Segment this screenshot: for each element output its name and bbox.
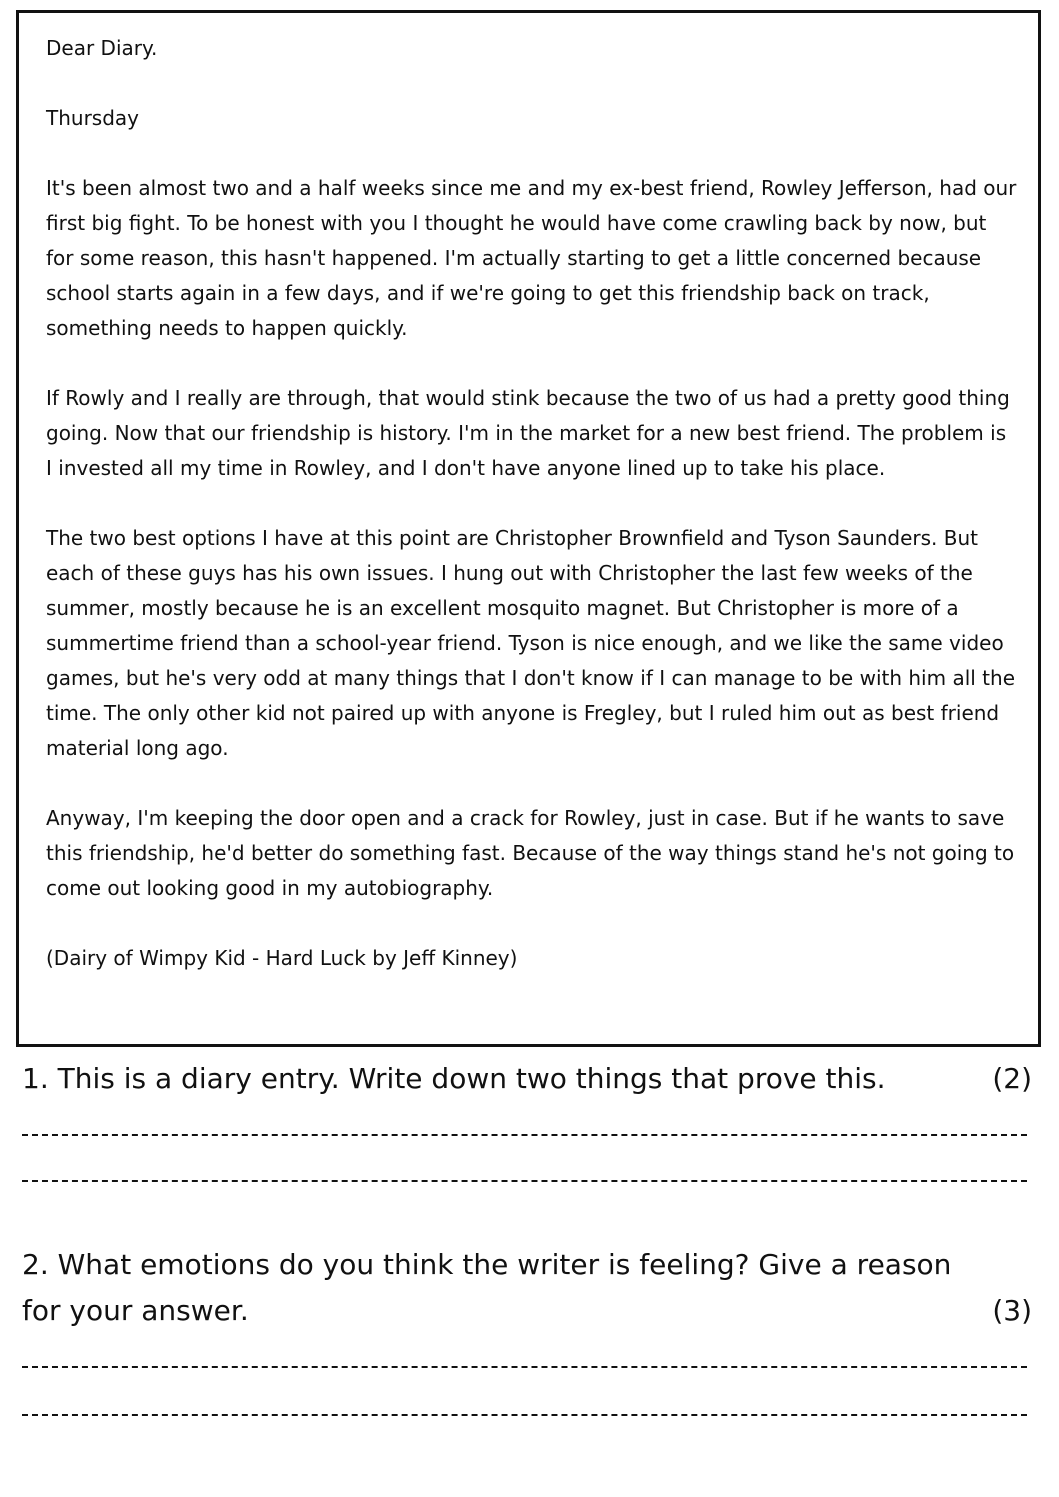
answer-line-q1-1[interactable] <box>22 1134 1027 1136</box>
answer-line-q2-2[interactable] <box>22 1414 1027 1416</box>
answer-line-q1-2[interactable] <box>22 1180 1027 1182</box>
question-1-text: 1. This is a diary entry. Write down two things that prove this. <box>22 1062 886 1095</box>
answer-line-q2-1[interactable] <box>22 1366 1027 1368</box>
diary-entry-box <box>16 10 1041 1047</box>
diary-paragraph: The two best options I have at this point are Christopher Brownfield and Tyson Saunders. But each of these guys has his own issues. I hung out with Christopher the last few weeks of the summer, mostly because he is an excellent mosquito magnet. But Christopher is more of a summertime friend than a school-year friend. Tyson is nice enough, and we like the same video games, but he's very odd at many things that I don't know if I can manage to be with him all the time. The only other kid not paired up with anyone is Fregley, but I ruled him out as best friend material long ago. <box>46 526 1015 760</box>
question-2-text-line1: 2. What emotions do you think the writer is feeling? Give a reason <box>22 1248 952 1281</box>
question-1 <box>22 1056 1032 1102</box>
diary-day: Thursday <box>46 106 139 130</box>
question-2 <box>22 1242 1032 1334</box>
diary-source-citation: (Dairy of Wimpy Kid - Hard Luck by Jeff Kinney) <box>46 946 518 970</box>
question-1-marks: (2) <box>992 1062 1032 1095</box>
diary-paragraph: Anyway, I'm keeping the door open and a crack for Rowley, just in case. But if he wants to save this friendship, he'd better do something fast. Because of the way things stand he's not going to come out looking good in my autobiography. <box>46 806 1015 900</box>
diary-paragraph: It's been almost two and a half weeks since me and my ex-best friend, Rowley Jefferson, had our first big fight. To be honest with you I thought he would have come crawling back by now, but for some reason, this hasn't happened. I'm actually starting to get a little concerned because school starts again in a few days, and if we're going to get this friendship back on track, something needs to happen quickly. <box>46 176 1017 340</box>
diary-salutation: Dear Diary. <box>46 36 158 60</box>
question-2-marks: (3) <box>992 1294 1032 1327</box>
question-2-text-line2: for your answer. <box>22 1294 249 1327</box>
diary-paragraph: If Rowly and I really are through, that would stink because the two of us had a pretty good thing going. Now that our friendship is history. I'm in the market for a new best friend. The problem is I invested all my time in Rowley, and I don't have anyone lined up to take his place. <box>46 386 1010 480</box>
